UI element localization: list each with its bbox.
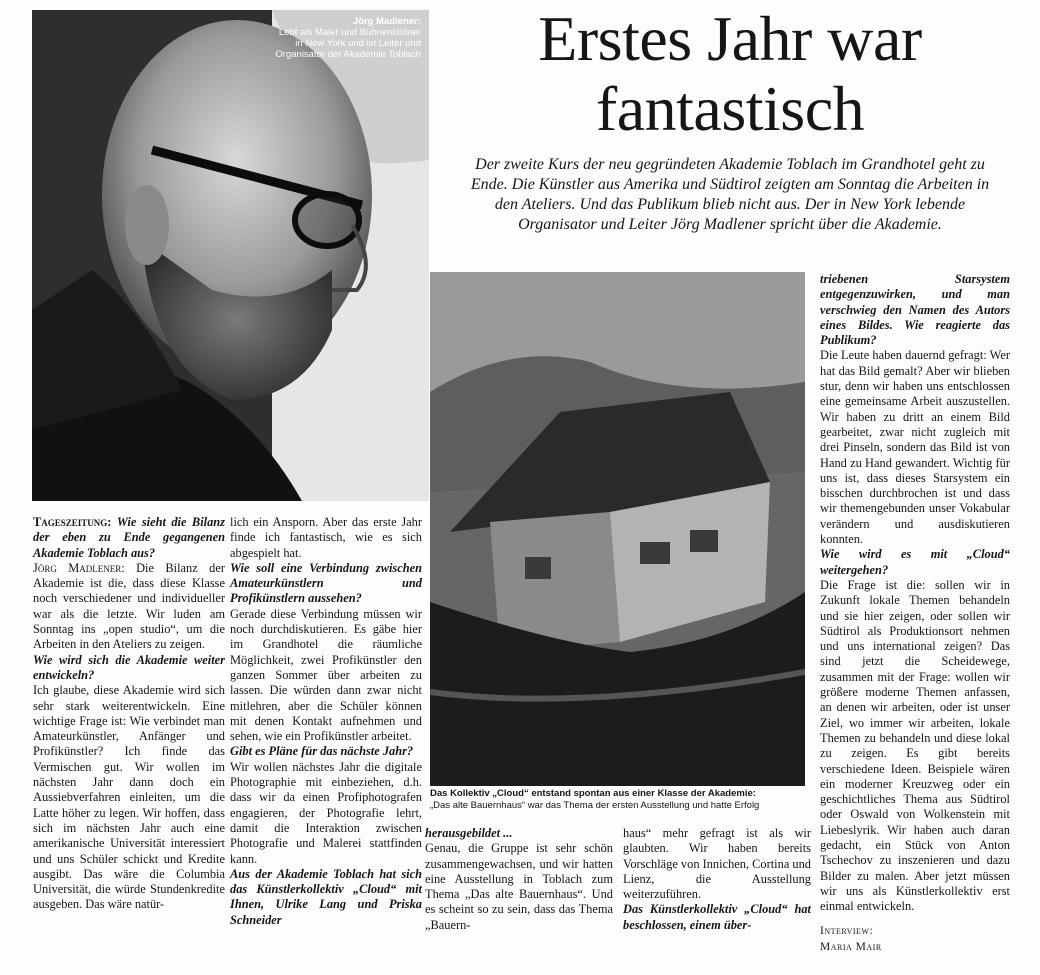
question: herausgebildet ... bbox=[425, 826, 513, 840]
signature-label: Interview: bbox=[820, 925, 874, 938]
question: Wie soll eine Verbindung zwischen Amateurkünstlern und Profikünstlern aussehen? bbox=[230, 560, 422, 606]
credit-name: Jörg Madlener: bbox=[352, 16, 421, 27]
article-column-1 bbox=[33, 515, 225, 913]
answer: haus“ mehr gefragt ist als wir glaubten. Wir haben bereits Vorschläge von Innichen, Cortina und Lienz, die Ausstellung weiterzuführen. bbox=[623, 826, 811, 902]
question: Wie wird sich die Akademie weiter entwickeln? bbox=[33, 652, 225, 682]
caption-text: „Das alte Bauernhaus“ war das Thema der ersten Ausstellung und hatte Erfolg bbox=[430, 799, 760, 811]
article-column-5 bbox=[820, 272, 1010, 955]
answer: Die Leute haben dauernd gefragt: Wer hat das Bild gemalt? Aber wir blieben stur, denn wir haben uns entschlossen eine gemeinsame Arbeit auszustellen. Wir haben zu dritt an einem Bild gearbeitet, zwar nicht zugleich mit drei Pinseln, sondern das Bild ist von Hand zu Hand gewandert. Wichtig für uns ist, dass dieses Starsystem ein bisschen durchbrochen ist und dass wir themengebunden unser Vokabular verändern und ausdiskutieren konnten. bbox=[820, 348, 1010, 547]
answer: Die Bilanz der Akademie ist die, dass diese Klasse noch verschiedener und individueller war als die letzte. Wir luden am Sonntag ins „open studio“, um die Arbeiten in den Ateliers zu zeigen. bbox=[33, 560, 225, 652]
answer: lich ein Ansporn. Aber das erste Jahr finde ich fantastisch, wie es sich abgespielt hat. bbox=[230, 515, 422, 560]
article-column-3 bbox=[425, 826, 613, 933]
answer: Die Frage ist die: sollen wir in Zukunft lokale Themen behandeln und sie hier zeigen, oder sollen wir Südtirol als Produktionsort nehmen und uns international zeigen? Das sind jetzt die Scheidewege, zusammen mit der Frage: wollen wir größere moderne Themen anfassen, an denen wir arbeiten, oder ist unser Ziel, wo immer wir arbeiten, lokale Themen zu behandeln und diese lokal zu zeigen. Es gibt bereits verschiedene Ideen. Beispiele wären ein moderner Kreuzweg oder ein geschichtliches Thema aus Südtirol oder Oswald von Wolkenstein mit Liebeslyrik. Wir haben auch daran gedacht, ein Stück von Anton Tschechov zu inszenieren und dazu Bilder zu malen. Aber jetzt müssen wir uns als Künstlerkollektiv erst einmal entwickeln. bbox=[820, 577, 1010, 914]
portrait-illustration bbox=[32, 10, 429, 501]
interviewer-label: Tageszeitung: bbox=[33, 515, 112, 529]
portrait-photo bbox=[32, 10, 429, 501]
headline: Erstes Jahr war fantastisch bbox=[538, 3, 922, 144]
answer: Genau, die Gruppe ist sehr schön zusammengewachsen, und wir hatten eine Ausstellung in Toblach zum Thema „Das alte Bauernhaus“. Und es scheint so zu sein, dass das Thema „Bauern- bbox=[425, 841, 613, 932]
question: Gibt es Pläne für das nächste Jahr? bbox=[230, 744, 414, 759]
painting-photo bbox=[430, 272, 805, 786]
article-column-4 bbox=[623, 826, 811, 933]
question: Aus der Akademie Toblach hat sich das Künstlerkollektiv „Cloud“ mit Ihnen, Ulrike Lang und Priska Schneider bbox=[230, 866, 422, 927]
painting-caption bbox=[430, 788, 808, 811]
signature-name: Maria Mair bbox=[820, 940, 882, 953]
answer: Gerade diese Verbindung müssen wir noch durchdiskutieren. Es gäbe hier im Grandhotel die räumliche Möglichkeit, zwei Profikünstler den ganzen Sommer über arbeiten zu lassen. Die würden dann zwar nicht mitlehren, aber die Schüler können mit denen Kontakt aufnehmen und sehen, wie ein Profikünstler arbeitet. bbox=[230, 606, 422, 744]
question: triebenen Starsystem entgegenzuwirken, und man verschwieg den Namen des Autors eines Bildes. Wie reagierte das Publikum? bbox=[820, 272, 1010, 348]
interviewee-label: Jörg Madlener: bbox=[33, 560, 125, 575]
question: Wie sieht die Bilanz der eben zu Ende gegangenen Akademie Toblach aus? bbox=[33, 515, 225, 560]
signature bbox=[820, 924, 1010, 955]
article-column-2 bbox=[230, 515, 422, 928]
credit-text: Lebt als Maler und Bühnenbildner in New York und ist Leiter und Organisator der Akademie Toblach bbox=[275, 27, 421, 60]
answer: Wir wollen nächstes Jahr die digitale Photographie mit einbeziehen, d.h. dass wir da einen Profiphotografen engagieren, der Photografie lehrt, damit die Interaktion zwischen Photografie und Malerei stattfinden kann. bbox=[230, 759, 422, 866]
question: Das Künstlerkollektiv „Cloud“ hat beschlossen, einem über- bbox=[623, 902, 811, 932]
lead-paragraph: Der zweite Kurs der neu gegründeten Akademie Toblach im Grandhotel geht zu Ende. Die Künstler aus Amerika und Südtirol zeigten am Sonntag die Arbeiten in den Ateliers. Und das Publikum blieb nicht aus. Der in New York lebende Organisator und Leiter Jörg Madlener spricht über die Akademie. bbox=[470, 156, 990, 233]
question: Wie wird es mit „Cloud“ weitergehen? bbox=[820, 547, 1010, 577]
photo-credit bbox=[271, 16, 421, 60]
painting-illustration bbox=[430, 272, 805, 786]
caption-bold: Das Kollektiv „Cloud“ entstand spontan aus einer Klasse der Akademie: bbox=[430, 788, 756, 799]
answer: Ich glaube, diese Akademie wird sich sehr stark weiterentwickeln. Eine wichtige Frage ist: Wie verbindet man Amateurkünstler, Anfänger und Profikünstler? Ich finde das Vermischen gut. Wir wollen im nächsten Jahr dann doch ein Aussiebverfahren einleiten, um die Latte höher zu legen. Wir hoffen, dass sich im nächsten Jahr auch eine amerikanische Universität interessiert und uns Schüler schickt und Kredite ausgibt. Das wäre die Columbia Universität, die würde Stundenkredite ausgeben. Das wäre natür- bbox=[33, 683, 225, 912]
